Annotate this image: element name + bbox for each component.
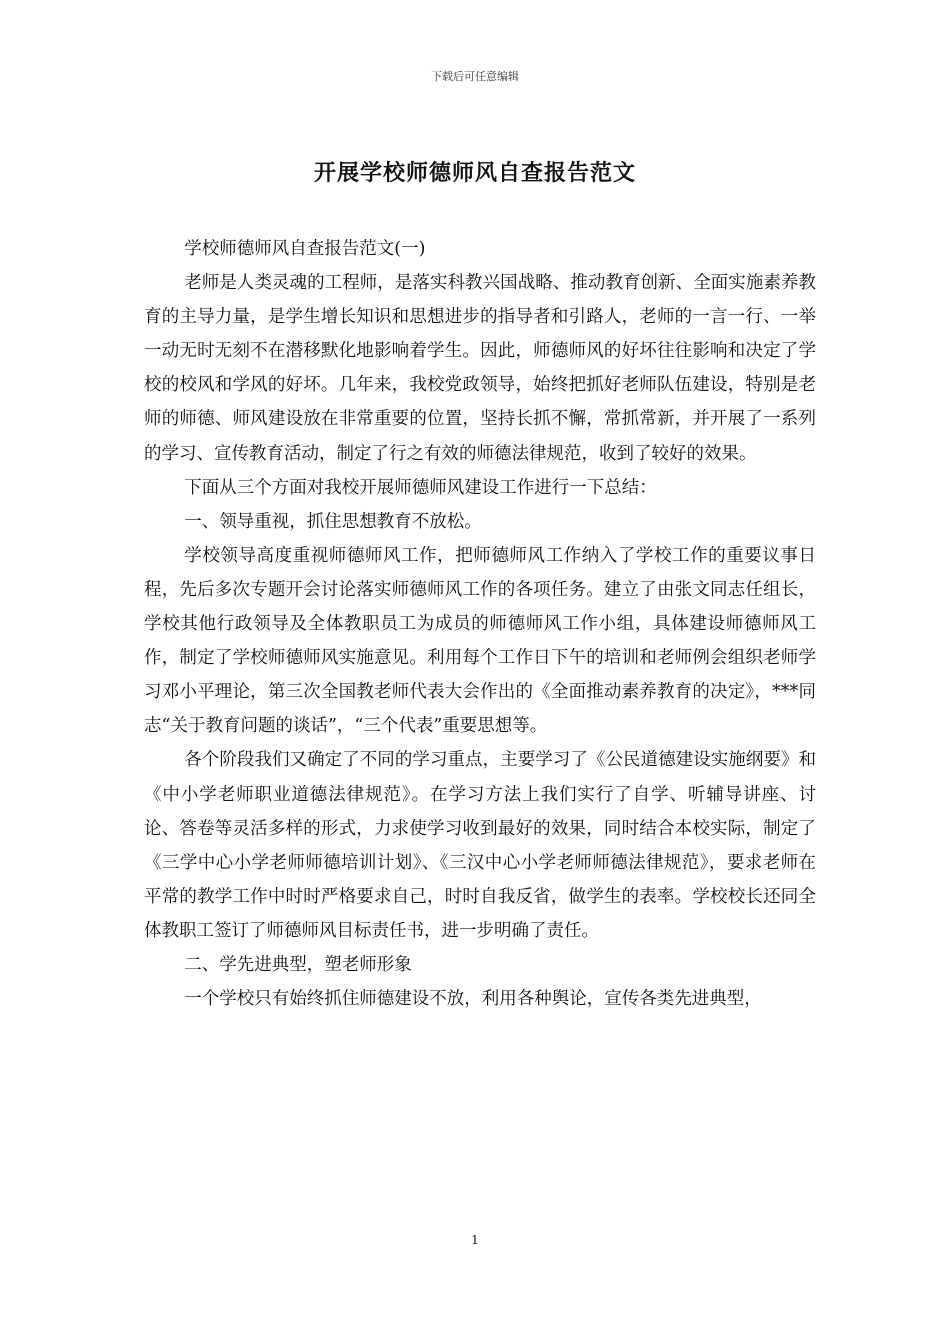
document-body [144,232,816,1016]
paragraph-intro: 老师是人类灵魂的工程师，是落实科教兴国战略、推动教育创新、全面实施素养教育的主导力量，是学生增长知识和思想进步的指导者和引路人，老师的一言一行、一举一动无时无刻不在潜移默化地影响着学生。因此，师德师风的好坏往往影响和决定了学校的校风和学风的好坏。几年来，我校党政领导，始终把抓好老师队伍建设，特别是老师的师德、师风建设放在非常重要的位置，坚持长抓不懈，常抓常新，并开展了一系列的学习、宣传教育活动，制定了行之有效的师德法律规范，收到了较好的效果。 [144,273,816,464]
header-note: 下载后可任意编辑 [431,70,519,83]
document-title: 开展学校师德师风自查报告范文 [313,160,636,186]
section-subtitle: 学校师德师风自查报告范文(一) [184,239,426,259]
page-number: 1 [471,1233,479,1247]
paragraph-summary-lead: 下面从三个方面对我校开展师德师风建设工作进行一下总结： [184,477,657,498]
paragraph-role-models: 一个学校只有始终抓住师德建设不放，利用各种舆论，宣传各类先进典型， [184,989,762,1010]
section-heading-1: 一、领导重视，抓住思想教育不放松。 [184,511,482,532]
paragraph-leadership: 学校领导高度重视师德师风工作，把师德师风工作纳入了学校工作的重要议事日程，先后多次专题开会讨论落实师德师风工作的各项任务。建立了由张文同志任组长，学校其他行政领导及全体教职员工为成员的师德师风工作小组，具体建设师德师风工作，制定了学校师德师风实施意见。利用每个工作日下午的培训和老师例会组织老师学习邓小平理论，第三次全国教老师代表大会作出的《全面推动素养教育的决定》，***同志“关于教育问题的谈话”，“三个代表”重要思想等。 [144,545,816,737]
paragraph-study-focus: 各个阶段我们又确定了不同的学习重点，主要学习了《公民道德建设实施纲要》和《中小学老师职业道德法律规范》。在学习方法上我们实行了自学、听辅导讲座、讨论、答卷等灵活多样的形式，力求使学习收到最好的效果，同时结合本校实际，制定了《三学中心小学老师师德培训计划》、《三汉中心小学老师师德法律规范》，要求老师在平常的教学工作中时时严格要求自己，时时自我反省，做学生的表率。学校校长还同全体教职工签订了师德师风目标责任书，进一步明确了责任。 [144,750,816,941]
section-heading-2: 二、学先进典型，塑老师形象 [184,954,412,975]
